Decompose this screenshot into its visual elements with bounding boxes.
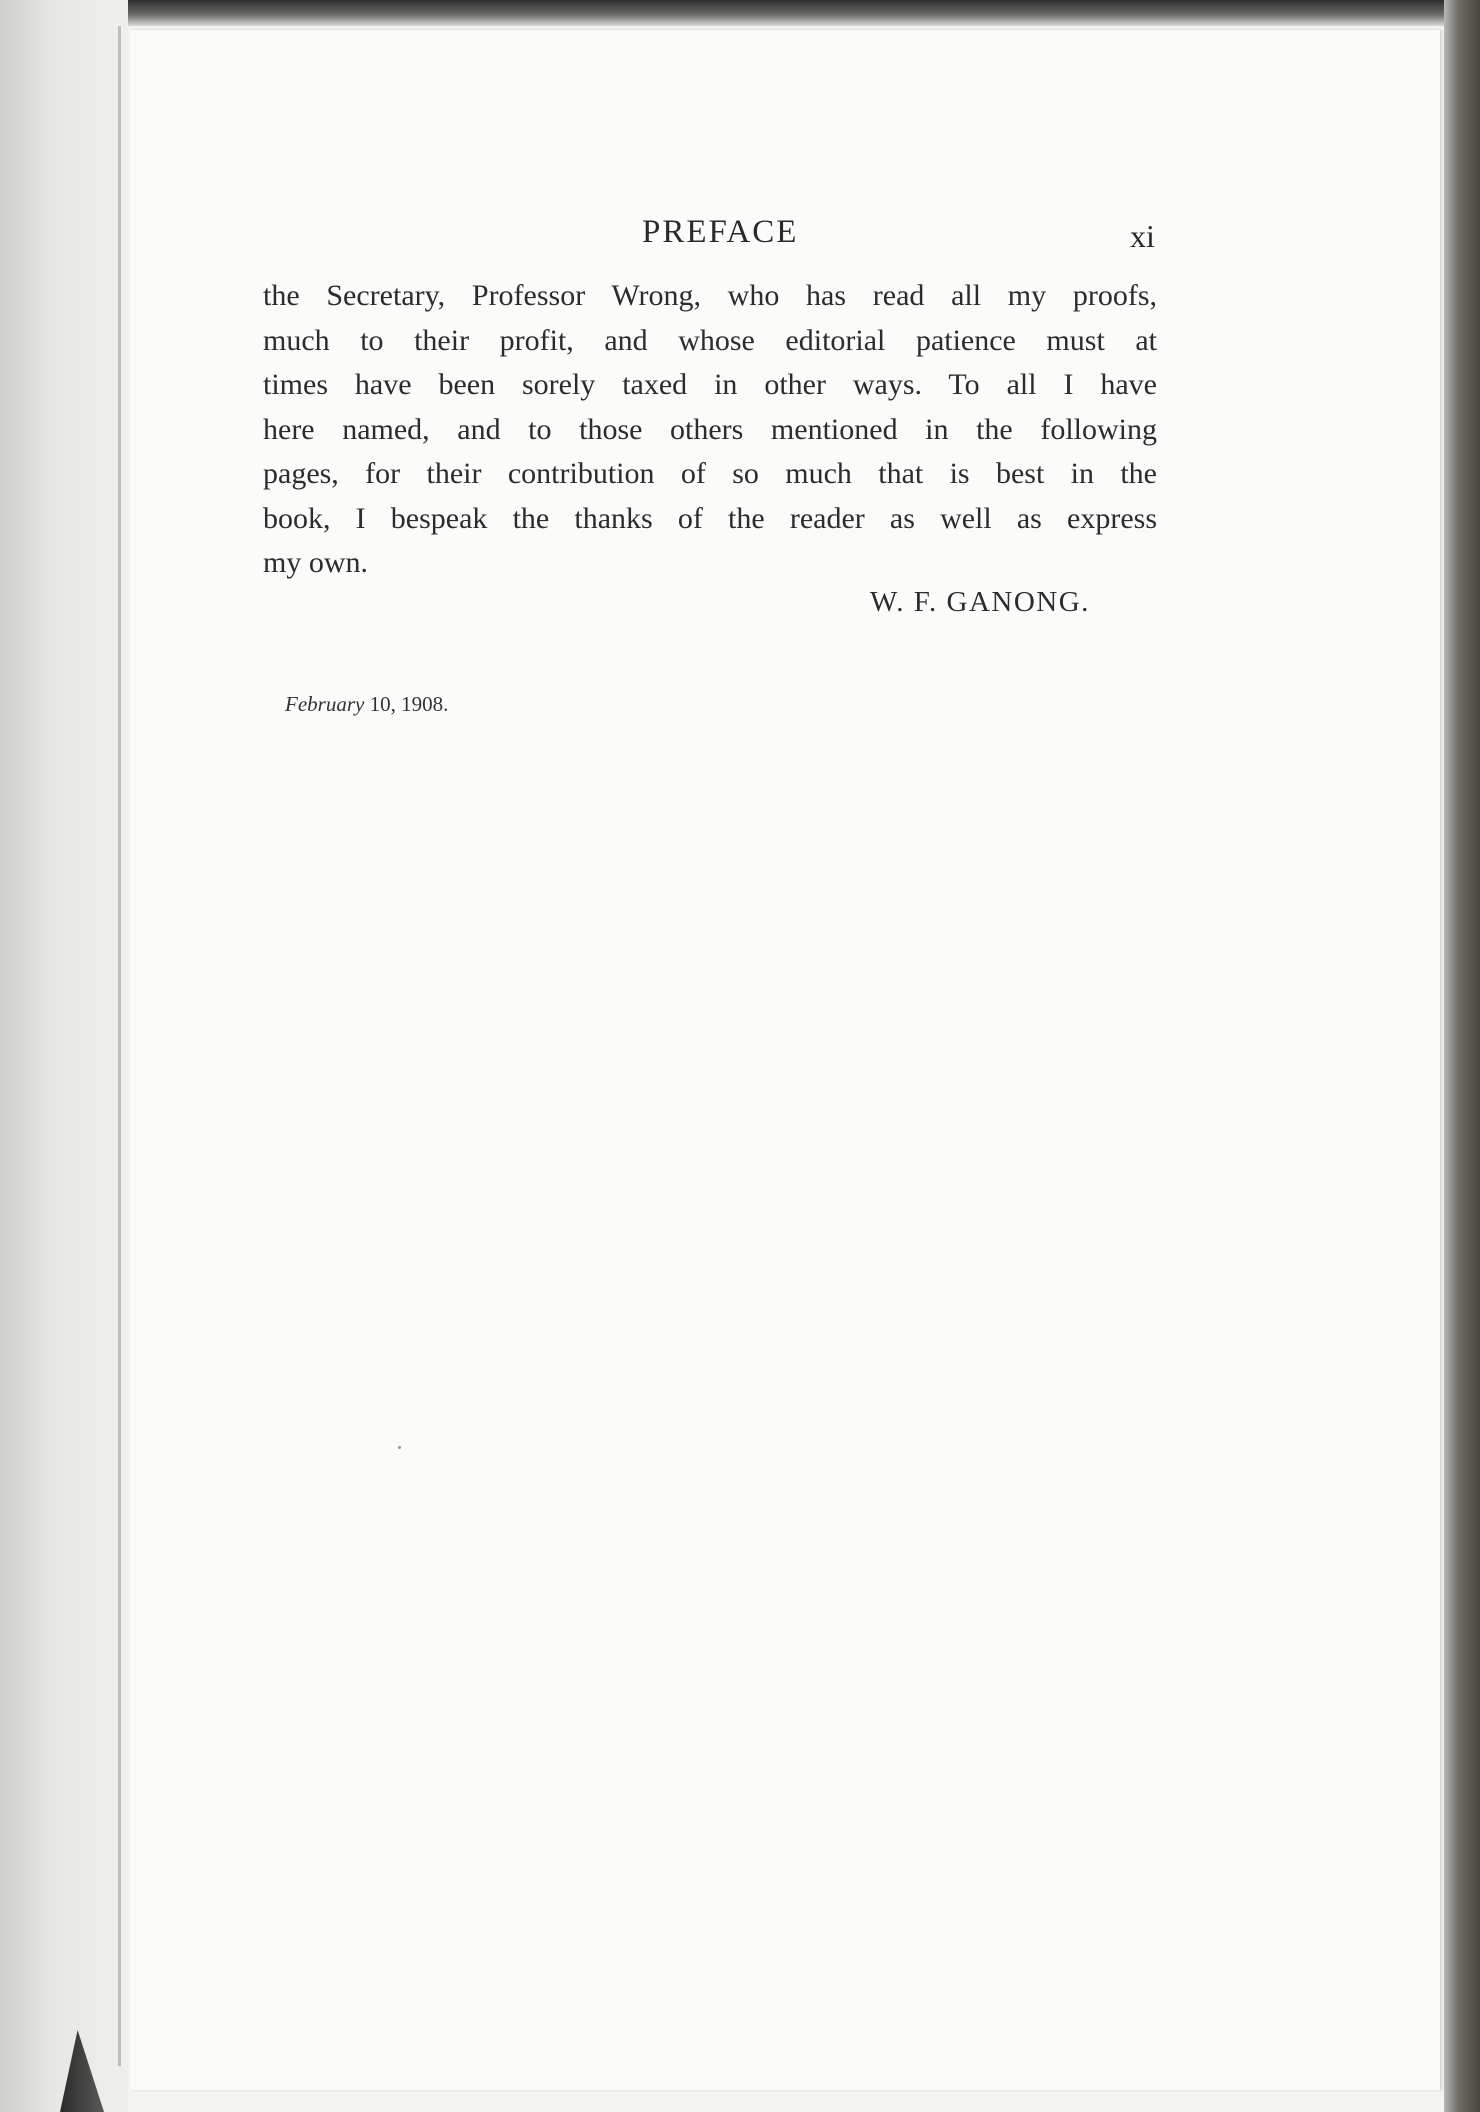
gutter-fold-line bbox=[118, 26, 121, 2066]
date-day-year: 10, 1908. bbox=[364, 692, 449, 716]
book-binding-gutter bbox=[0, 0, 128, 2112]
running-head: PREFACE bbox=[642, 214, 799, 250]
preface-paragraph bbox=[263, 274, 1157, 586]
text-line: here named, and to those others mentioned in the following bbox=[263, 412, 1157, 446]
page-fore-edge bbox=[1444, 0, 1480, 2112]
text-line: my own. bbox=[263, 546, 368, 579]
text-line: much to their profit, and whose editorial patience must at bbox=[263, 323, 1157, 357]
preface-date bbox=[285, 692, 448, 717]
text-line: pages, for their contribution of so much that is best in the bbox=[263, 457, 1157, 490]
date-month: February bbox=[285, 692, 365, 716]
text-line: book, I bespeak the thanks of the reader as well as express bbox=[263, 501, 1157, 535]
paper-speck bbox=[398, 1446, 401, 1449]
scan-top-edge bbox=[0, 0, 1480, 26]
author-signature: W. F. GANONG. bbox=[870, 586, 1090, 618]
book-page bbox=[130, 30, 1440, 2090]
text-line: the Secretary, Professor Wrong, who has read all my proofs, bbox=[263, 279, 1157, 312]
page-number: xi bbox=[1130, 218, 1155, 254]
text-line: times have been sorely taxed in other ways. To all I have bbox=[263, 368, 1157, 401]
